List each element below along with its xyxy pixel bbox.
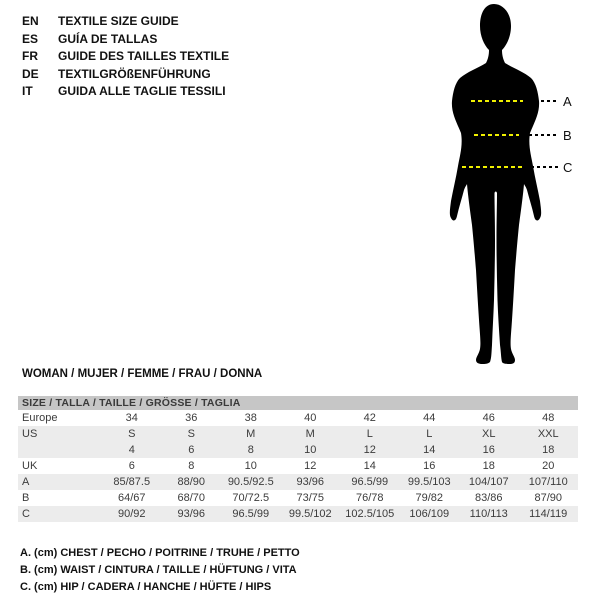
size-cell: XL (482, 428, 496, 440)
size-cell: 107/110 (528, 476, 568, 488)
table-row (18, 426, 578, 442)
size-cell: 36 (185, 412, 198, 424)
language-title: GUIDA ALLE TAGLIE TESSILI (58, 84, 226, 98)
size-cell: 16 (482, 444, 495, 456)
size-cell: XXL (537, 428, 559, 440)
language-row (22, 13, 229, 31)
size-cell: 106/109 (409, 508, 450, 520)
size-cell: 99.5/102 (288, 508, 332, 520)
size-cell: 99.5/103 (407, 476, 451, 488)
language-title: TEXTILE SIZE GUIDE (58, 14, 179, 28)
language-title-block (22, 13, 229, 101)
size-cell: 73/75 (296, 492, 325, 504)
size-cell: 68/70 (177, 492, 206, 504)
size-table-header: SIZE / TALLA / TAILLE / GRÖSSE / TAGLIA (18, 396, 578, 410)
size-cell: 18 (542, 444, 555, 456)
size-cell: 8 (247, 444, 254, 456)
size-cell: 85/87.5 (113, 476, 151, 488)
size-cell: 44 (423, 412, 436, 424)
legend-line: B. (cm) WAIST / CINTURA / TAILLE / HÜFTUNG / VITA (20, 564, 297, 576)
row-label: C (22, 508, 30, 520)
measure-label-b: B (563, 128, 572, 143)
measure-label-c: C (563, 160, 573, 175)
table-row (18, 490, 578, 506)
size-cell: 42 (363, 412, 376, 424)
language-code: EN (22, 14, 39, 28)
size-cell: 102.5/105 (345, 508, 395, 520)
chest-callout-line (529, 100, 558, 102)
size-cell: 18 (482, 460, 495, 472)
size-cell: 40 (304, 412, 317, 424)
hip-callout-line (531, 166, 558, 168)
row-label: B (22, 492, 30, 504)
table-row (18, 410, 578, 426)
size-cell: 10 (304, 444, 317, 456)
size-cell: 12 (363, 444, 376, 456)
row-label: UK (22, 460, 38, 472)
size-cell: 16 (423, 460, 436, 472)
size-cell: 96.5/99 (232, 508, 270, 520)
language-title: TEXTILGRÖßENFÜHRUNG (58, 66, 211, 81)
size-cell: S (128, 428, 136, 440)
size-cell: 10 (244, 460, 257, 472)
hip-measure-line (462, 166, 525, 168)
measure-label-a: A (563, 94, 572, 109)
size-cell: M (305, 428, 315, 440)
size-table-body (18, 410, 578, 522)
size-cell: 38 (244, 412, 257, 424)
size-cell: 79/82 (415, 492, 444, 504)
language-row (22, 48, 229, 66)
language-code: FR (22, 49, 38, 63)
size-cell: 96.5/99 (351, 476, 389, 488)
size-cell: 34 (125, 412, 138, 424)
size-cell: 46 (482, 412, 495, 424)
language-title: GUIDE DES TAILLES TEXTILE (58, 49, 230, 63)
size-cell: 93/96 (177, 508, 206, 520)
gender-section-title: WOMAN / MUJER / FEMME / FRAU / DONNA (22, 368, 263, 380)
woman-silhouette-figure (400, 0, 600, 380)
language-code: ES (22, 31, 39, 46)
size-cell: L (426, 428, 433, 440)
table-row (18, 442, 578, 458)
size-cell: 14 (423, 444, 436, 456)
row-label: Europe (22, 412, 58, 424)
language-row (22, 31, 229, 49)
table-row (18, 506, 578, 522)
legend-line: A. (cm) CHEST / PECHO / POITRINE / TRUHE / PETTO (20, 547, 300, 559)
size-cell: 90/92 (117, 508, 146, 520)
size-cell: 87/90 (534, 492, 563, 504)
table-row (18, 458, 578, 474)
language-code: DE (22, 66, 39, 81)
size-cell: 64/67 (117, 492, 146, 504)
size-cell: 104/107 (468, 476, 509, 488)
size-table (18, 396, 578, 522)
size-cell: 114/119 (529, 508, 568, 520)
size-cell: 6 (188, 444, 195, 456)
size-cell: 76/78 (355, 492, 384, 504)
language-code: IT (22, 84, 33, 98)
row-label: US (22, 428, 38, 440)
size-cell: 14 (363, 460, 376, 472)
size-cell: 4 (128, 444, 135, 456)
size-cell: 8 (188, 460, 195, 472)
woman-silhouette-icon (400, 0, 600, 380)
waist-measure-line (474, 134, 519, 136)
size-cell: 20 (542, 460, 555, 472)
size-cell: 83/86 (474, 492, 503, 504)
size-cell: S (187, 428, 195, 440)
size-cell: 6 (128, 460, 135, 472)
size-cell: 88/90 (177, 476, 206, 488)
measurement-legend (20, 545, 300, 596)
size-cell: 93/96 (296, 476, 325, 488)
size-cell: 110/113 (469, 508, 508, 520)
language-row (22, 66, 229, 84)
waist-callout-line (523, 134, 558, 136)
table-row (18, 474, 578, 490)
size-cell: 12 (304, 460, 317, 472)
size-cell: M (246, 428, 256, 440)
legend-line: C. (cm) HIP / CADERA / HANCHE / HÜFTE / HIPS (20, 581, 272, 593)
size-cell: L (366, 428, 373, 440)
size-cell: 48 (542, 412, 555, 424)
size-cell: 70/72.5 (232, 492, 270, 504)
row-label: A (22, 476, 30, 488)
chest-measure-line (471, 100, 523, 102)
language-title: GUÍA DE TALLAS (58, 31, 158, 46)
size-cell: 90.5/92.5 (227, 476, 274, 488)
language-row (22, 83, 229, 101)
